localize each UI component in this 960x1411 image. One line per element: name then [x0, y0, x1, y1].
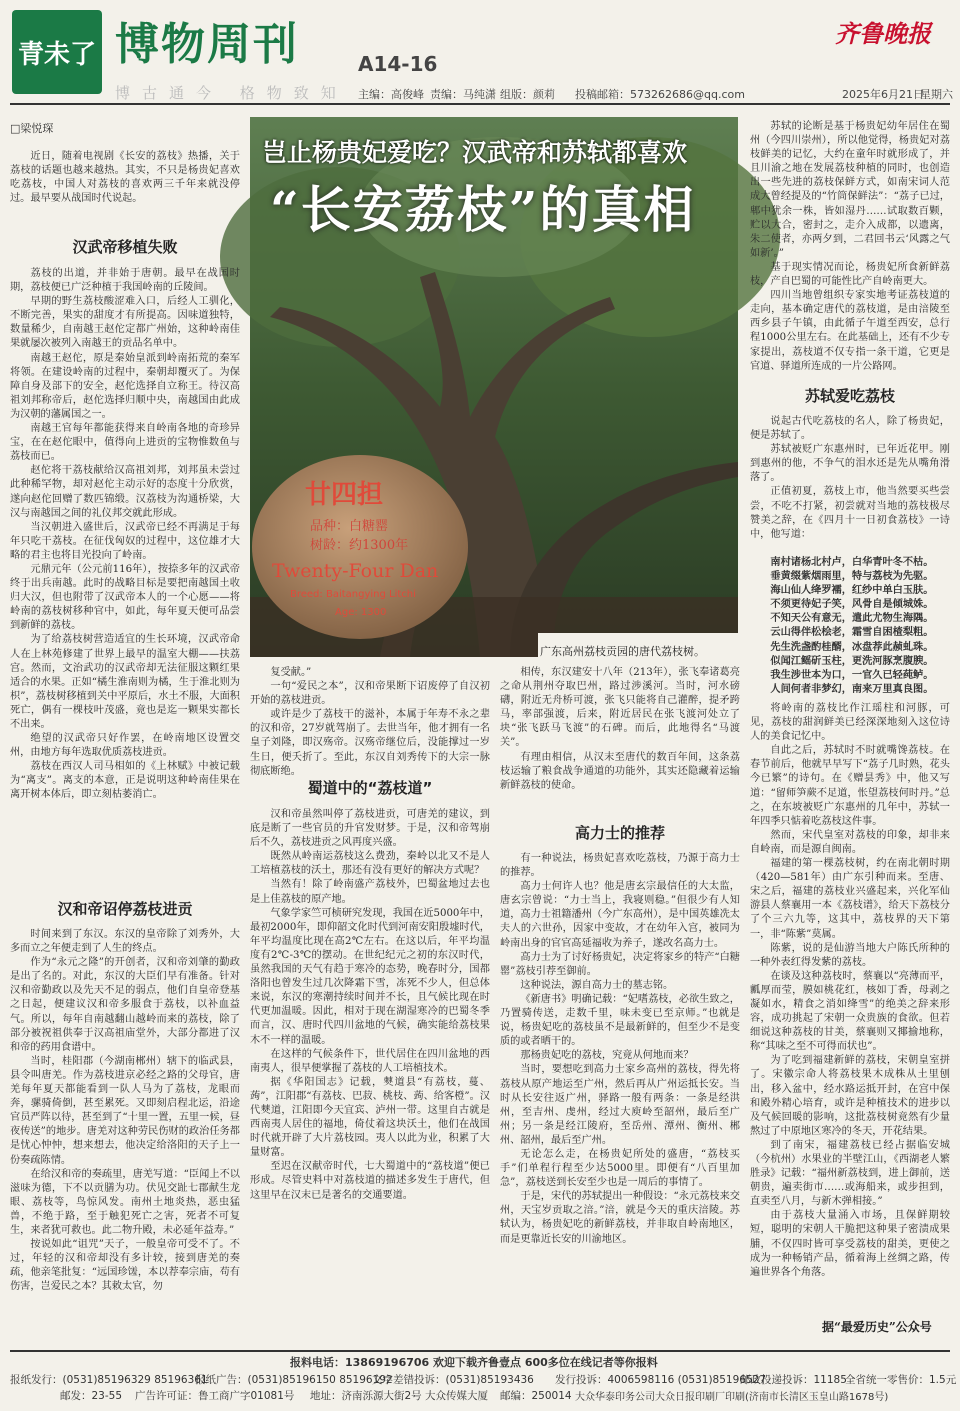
paragraph: 时间来到了东汉。东汉的皇帝除了刘秀外，大多而立之年便走到了人生的终点。 [10, 929, 240, 955]
footer-printer: 大众华泰印务公司大众日报印刷厂印刷(济南市长清区玉皇山路1678号) [575, 1392, 889, 1403]
paragraph: 正值初夏，荔枝上市，他当然要买些尝尝，不吃不打紧，初尝就对当地的荔枝极尽赞美之辞，在《四月十一日初食荔枝》一诗中，他写道： [750, 486, 950, 540]
subheading-sushi: 苏轼爱吃荔枝 [804, 387, 895, 405]
poem-line: 南村诸杨北村卢，白华青叶冬不枯。 [770, 556, 934, 568]
column-3-body [500, 852, 740, 1342]
column-1-body [10, 267, 240, 859]
paragraph: 为了吃到福建新鲜的荔枝，宋朝皇室拼了。宋徽宗命人将荔枝果木成株从土里刨出，移入盆中，经水路运抵开封，在宫中保和殿外精心培育，或许是种植技术的进步以及气候回暖的影响，这批荔枝树竟然有少量熬过了中原地区寒冷的冬天，开花结果。 [750, 1055, 950, 1137]
masthead-title: 博物周刊 [115, 19, 299, 70]
footer-error-complaint: 文字差错投诉：(0531)85193436 [372, 1374, 534, 1386]
paragraph: 既然从岭南运荔枝这么费劲，秦岭以北又不是人工培植荔枝的沃土，那还有没有更好的解决方式呢？ [250, 851, 490, 877]
masthead-slogan: 博古通今 格物致知 [115, 84, 348, 102]
subheading-wudi: 汉武帝移植失败 [72, 238, 178, 256]
column-1-body-2 [10, 928, 240, 1342]
paragraph: 当汉朝进入盛世后，汉武帝已经不再满足于每年只吃干荔枝。在征伐匈奴的过程中，这位雄才大略的君主也将目光投向了岭南。 [10, 521, 240, 561]
column-2-top [250, 666, 490, 777]
poem-line: 似闻江鳐斫玉柱，更洗河豚烹腹腴。 [770, 654, 934, 667]
photo-caption: 广东高州荔枝贡园的唐代荔枝树。 [540, 645, 705, 658]
column-4-top [750, 120, 950, 372]
newspaper-brand: 齐鲁晚报 [835, 19, 931, 48]
sign-age: Age: 1300 [335, 607, 387, 618]
paragraph: 气象学家竺可桢研究发现，我国在近5000年中，最初2000年，即仰韶文化时代到河南安阳殷墟时代，年平均温度比现在高2℃左右。在这以后，年平均温度有2℃-3℃的摆动。在世纪纪元之初的东汉时代，虽然我国的天气有趋于寒冷的态势，晚春时分，国都洛阳也曾发生过几次降霜下雪，冻死不少人，但总体来说，东汉的寒潮持续时间并不长，且气候比现在时代更加温暖。因此，相对于现在湖湿寒冷的巴蜀冬季而言，汉、唐时代四川盆地的气候，确实能给荔枝果木不一样的温暖。 [250, 907, 490, 1046]
paragraph: 绝望的汉武帝只好作罢，在岭南地区设置交州，由地方每年选取优质荔枝进贡。 [10, 733, 240, 759]
paragraph: 苏轼被贬广东惠州时，已年近花甲。刚到惠州的他，不争气的泪水还是先从嘴角滑落了。 [750, 444, 950, 484]
poem-line: 我生涉世本为口，一官久已轻莼鲈。 [770, 668, 934, 681]
paragraph: 或许是少了荔枝干的滋补，本属于年寿不永之辈的汉和帝，27岁就驾崩了。去世当年，他才拥有一名皇子刘隆，即汉殇帝。汉殇帝继位后，没能撑过一岁生日，便夭折了。至此，东汉自刘秀传下的大宗一脉彻底断绝。 [250, 709, 490, 777]
paragraph: 早期的野生荔枝酸涩难入口，后经人工驯化，不断完善，果实的甜度才有所提高。因味道独特，数量稀少，自南越王赵佗定都广州始，这种岭南佳果就屡次被列入南越王的贡品名单中。 [10, 296, 240, 350]
paragraph: 于是，宋代的苏轼提出一种假设：“永元荔枝来交州，天宝岁贡取之涪。”涪，就是今天的重庆涪陵。苏轼认为，杨贵妃吃的新鲜荔枝，并非取自岭南地区，而是更靠近长安的川渝地区。 [500, 1191, 740, 1245]
footer-postcode: 邮发：23-55 [60, 1390, 123, 1402]
poem-line: 海山仙人绛罗襦，红纱中单白玉肤。 [770, 584, 934, 597]
poem [750, 555, 950, 696]
paragraph: 在给汉和帝的奏疏里，唐羌写道：“臣闻上不以滋味为德，下不以贡膳为功。伏见交趾七郡献生龙眼、荔枝等，鸟惊风发。南州土地炎热，恶虫猛兽，不绝于路，至于触犯死亡之害，死者不可复生，来者犹可救也。此二物升殿，未必延年益寿。” [10, 1168, 240, 1236]
subheading-gaolishi: 高力士的推荐 [574, 824, 665, 842]
paragraph: 南越王官每年都能获得来自岭南各地的奇珍异宝，在在赵佗眼中，值得向上进贡的宝物惟数鱼与荔枝而已。 [10, 423, 240, 463]
paragraph: 在这样的气候条件下，世代居住在四川盆地的西南夷人，很早便掌握了荔枝的人工培植技术。 [250, 1048, 490, 1074]
page-number: A14-16 [358, 52, 438, 76]
paragraph: 按说如此“诅咒”天子，一般皇帝可受不了。不过，年轻的汉和帝却没有多计较，接到唐羌的奏疏，他亲笔批复：“远国珍馐，本以荐奉宗庙，苟有伤害，岂爱民之本？其敕太官，勿 [10, 1239, 240, 1293]
headline-main: “长安荔枝”的真相 [270, 180, 696, 239]
column-4-body-2 [750, 702, 950, 1314]
sign-english: Twenty-Four Dan [272, 560, 439, 582]
header-rule [10, 103, 950, 105]
paragraph: 作为“永元之隆”的开创者，汉和帝刘肇的勤政是出了名的。对此，东汉的大臣们早有准备。针对汉和帝勤政以及先天不足的弱点，他们自皇帝登基之日起，便建议汉和帝多服食于荔枝，以补血益气。所以，每年自南越翻山越岭而来的荔枝，除了部分被祝祖供奉于汉高祖庙堂外，大部分都进了汉和帝的药用食谱中。 [10, 957, 240, 1053]
paragraph: 那杨贵妃吃的荔枝，究竟从何地而来？ [520, 1050, 694, 1062]
source-credit: 据“最爱历史”公众号 [822, 1320, 932, 1334]
paragraph: 荔枝在西汉人司马相如的《上林赋》中被记载为“离支”。离支的本意，正是说明这种岭南佳果在离开树本体后，即立刻枯萎消亡。 [10, 761, 240, 801]
paragraph: 说起古代吃荔枝的名人，除了杨贵妃，便是苏轼了。 [750, 416, 950, 442]
paragraph: 《新唐书》明确记载：“妃嗜荔枝，必欲生致之，乃置骑传送，走数千里，味未变已至京师。”也就是说，杨贵妃吃的荔枝虽不是最新鲜的，但至少不是变质的或者晒干的。 [500, 993, 740, 1048]
column-4-body [750, 415, 950, 555]
paragraph: 到了南宋，福建荔枝已经占据临安城（今杭州）水果业的半壁江山，《西湖老人繁胜录》记载：“福州新荔枝到，进上御前，送朝贵，遍卖街市……或海船来，或步担到，直卖至八月，与新木弹相接。” [750, 1139, 950, 1208]
issue-date: 2025年6月21日 [842, 88, 924, 101]
footer [10, 1350, 957, 1406]
sign-line1: 品种：白糖罂 [310, 519, 389, 534]
paragraph: 有一种说法，杨贵妃喜欢吃荔枝，乃源于高力士的推荐。 [500, 853, 740, 879]
paragraph: 荔枝的出道，并非始于唐朝。最早在战国时期，荔枝便已广泛种植于我国岭南的丘陵间。 [10, 268, 240, 294]
paragraph: 汉和帝虽然叫停了荔枝进贡，可唐羌的建议，到底是断了一些官员的升官发财梦。于是，汉和帝驾崩后不久，荔枝进贡之风再度兴盛。 [250, 809, 490, 849]
intro-paragraph: 近日，随着电视剧《长安的荔枝》热播，关于荔枝的话题也越来越热。其实，不只是杨贵妃喜欢吃荔枝，中国人对荔枝的喜欢两三千年来就没停过。最早要从战国时代说起。 [10, 151, 240, 205]
paragraph: 自此之后，苏轼时不时就嘴馋荔枝。在春节前后，他就早早写下“荔子几时熟，花头今已繁”的诗句。在《赠昙秀》中，他又写道：“留师笋蕨不足道，怅望荔枝何时丹。”总之，在东坡被贬广东惠州的几年中，苏轼一年四季只惦着吃荔枝这件事。 [750, 745, 950, 827]
poem-line: 垂黄缀紫烟雨里，特与荔枝为先驱。 [770, 570, 934, 583]
column-2-body [250, 808, 490, 1342]
paragraph: 一句“爱民之本”，汉和帝果断下诏废停了自汉初开始的荔枝进贡。 [250, 681, 490, 707]
paragraph: 至迟在汉献帝时代，七大蜀道中的“荔枝道”便已形成。尽管史料中对荔枝道的描述多发生于唐代，但这里早在汉末已是著名的交通要道。 [250, 1161, 490, 1201]
footer-price: 全省统一零售价：1.5元 [845, 1374, 957, 1386]
paragraph: 复受献。” [270, 667, 312, 678]
layout-editor: 组版：颜莉 [500, 88, 555, 101]
duty-editor: 责编：马纯潇 [430, 88, 496, 101]
editor: 主编：高俊峰 [358, 88, 424, 101]
footer-service: 发行投诉：4006598116 (0531)85196527 [555, 1374, 766, 1386]
footer-postal: 邮政投递投诉：11185 [740, 1374, 847, 1386]
paragraph: 将岭南的荔枝比作江瑶柱和河豚，可见，荔枝的甜润鲜美已经深深地刻入这位诗人的美食记忆中。 [750, 703, 950, 743]
headline-kicker: 岂止杨贵妃爱吃？汉武帝和苏轼都喜欢 [262, 138, 688, 167]
paragraph: 相传，东汉建安十八年（213年），张飞奉诸葛亮之命从荆州夺取巴州，路过涉溪河。当时，河水磅礴，附近无舟桥可渡，张飞只能将自己灌醉，提矛跨马，率部强渡，后来，附近居民在张飞渡河处立了块“张飞跃马飞渡”的石碑。而后，此地得名“马渡关”。 [500, 667, 740, 749]
footer-hotline: 报料电话：13869196706 欢迎下载齐鲁壹点 600多位在线记者等你报料 [290, 1356, 658, 1369]
footer-issue-dept: 报纸发行：(0531)85196329 85196361 [10, 1374, 208, 1386]
paragraph: 苏轼的论断是基于杨贵妃幼年居住在蜀州（今四川崇州），所以他觉得，杨贵妃对荔枝鲜美的记忆，大约在童年时就形成了，并且川渝之地在发展荔枝种植的同时，也创造出一些先进的荔枝保鲜方式，如南宋词人范成大曾经提及的“竹筒保鲜法”：“荔子已过，郫中犹余一株，皆如湿丹……试取数百颗，贮以大合，密封之，走介入成都，以遗离，朱二使者，亦两夕到，二君回书云‘风露之气如新’。” [750, 121, 950, 259]
paragraph: 元鼎元年（公元前116年），按捺多年的汉武帝终于出兵南越。此时的战略目标是要把南越国土收归大汉，但也附带了汉武帝本人的一个心愿——将岭南的荔枝树移种官中，如此，每年夏天便可品尝到新鲜的荔枝。 [10, 563, 240, 632]
footer-zip: 邮编：250014 [500, 1390, 572, 1402]
footer-ad-license: 广告许可证：鲁工商广字01081号 [135, 1390, 295, 1402]
paragraph: 据《华阳国志》记载，僰道县“有荔枝，蔓、蒟”，江阳郡“有荔枝、巴菽、桃枝、蒟、给客橙”。汉代僰道，江阳即今天宜宾、泸州一带。这里自古就是西南夷人居住的福地，倚仗着这块沃土，他们在战国时代就开辟了大片荔枝园。夷人以此为业，积累了大量财富。 [250, 1076, 490, 1159]
footer-ad-dept: 报纸广告：(0531)85196150 85196192 [195, 1374, 393, 1386]
poem-line: 不知天公有意无，遣此尤物生海隅。 [770, 612, 934, 625]
paragraph: 当时，要想吃到高力士家乡高州的荔枝，得先将荔枝从原产地运至广州，然后再从广州运抵长安。当时从长安往返广州，驿路一般有两条：一条是经洪州，至吉州、虔州，经过大庾岭至韶州，最后至广州；另一条是经江陵府，至岳州、潭州、衡州、郴州、韶州，最后至广州。 [500, 1064, 740, 1146]
paragraph: 高力士为了讨好杨贵妃，决定将家乡的特产“白糖罂”荔枝引荐至御前。 [500, 951, 740, 977]
paragraph: 福建的第一棵荔枝树，约在南北朝时期（420—581年）由广东引种而来。至唐、宋之后，福建的荔枝业兴盛起来，兴化军仙游县人蔡襄用一本《荔枝谱》，给天下荔枝分了个三六九等，这其中，荔枝界的天下第一，非“陈紫”莫属。 [750, 858, 950, 940]
paragraph: 四川当地曾组织专家实地考证荔枝道的走向，基本确定唐代的荔枝道，是由涪陵至西乡县子午镇，由此循子午道至西安，总行程1000公里左右。在此基础上，还有不少专家提出，荔枝道不仅专指一条干道，它更是官道、驿道所连成的一片公路网。 [750, 290, 950, 372]
poem-line: 先生洗盏酌桂醑，冰盘荐此赪虬珠。 [770, 640, 934, 653]
sign-line2: 树龄：约1300年 [310, 538, 409, 553]
submission-email: 投稿邮箱：573262686@qq.com [575, 88, 745, 101]
column-1-intro [10, 150, 240, 227]
paragraph: 无论怎么走，在杨贵妃所处的盛唐，“荔枝买手”们单程行程至少达5000里。即便有“八百里加急”，荔枝送到长安至少也是一周后的事情了。 [500, 1148, 740, 1189]
sign-breed: Breed: Baitangying Litchi [290, 589, 416, 600]
poem-line: 云山得伴松桧老，霜雪自困楂梨粗。 [770, 626, 934, 639]
paragraph: 然而，宋代皇室对荔枝的印象，却非来自岭南，而是源自闽南。 [750, 829, 950, 855]
paragraph: 有理由相信，从汉末至唐代的数百年间，这条荔枝运输了粮食战争通道的功能外，其实还隐藏着运输新鲜荔枝的使命。 [500, 751, 740, 791]
paragraph: 当时，桂阳郡（今湖南郴州）辖下的临武县，县令叫唐羌。作为荔枝进京必经之路的父母官，唐羌每年夏天都能看到一队人马为了荔枝，龙眼而奔，骡骑倚倒，甚至累死。又即刻启程北运，沿途官员严阵以待，甚至到了“十里一置，五里一候，昼夜传送”的地步。唐羌对这种劳民伤财的政治任务都是忧心忡忡，想来想去，他决定给洛阳的天子上一份奏疏陈情。 [10, 1055, 240, 1166]
paragraph: 在谈及这种荔枝时，蔡襄以“亮薄而平，瓤厚而莹，膜如桃花红，核如丁香，母剥之凝如水，精食之消如绛雪”的绝美之辞来形容，成功挑起了宋朝一众贵族的食欲。但若细说这种荔枝的甘美，蔡襄则又揶揄地称，称“其味之至不可得而状也”。 [750, 970, 950, 1053]
paragraph: 当然有！除了岭南盛产荔枝外，巴蜀盆地过去也是上佳荔枝的原产地。 [250, 879, 490, 905]
subheading-shudao: 蜀道中的“荔枝道” [307, 779, 433, 797]
paragraph: 赵佗将干荔枝献给汉高祖刘邦，刘邦虽未尝过此种稀罕物，却对赵佗主动示好的态度十分欣赏，遂向赵佗回赠了数匹锦缎。汉荔枝为沟通桥梁，大汉与南越国之间的礼仪邦交就此形成。 [10, 465, 240, 519]
column-logo: 青未了 [12, 10, 102, 94]
paragraph: 南越王赵佗，原是秦始皇派到岭南拓荒的秦军将领。在建设岭南的过程中，秦朝却覆灭了。为保障自身及部下的安全，赵佗选择自立称王。待汉高祖刘邦称帝后，赵佗选择归顺中央，南越国由此成为汉朝的藩属国之一。 [10, 352, 240, 420]
paragraph: 陈紫，说的是仙游当地大户陈氏所种的一种外表红得发紫的荔枝。 [750, 942, 950, 968]
sign-title: 廿四担 [305, 480, 384, 510]
paragraph: 这种说法，源自高力士的墓志铭。 [520, 979, 674, 991]
paragraph: 为了给荔枝树营造适宜的生长环境，汉武帝命人在上林苑修建了世界上最早的温室大棚——扶荔宫。然而，文治武功的汉武帝却无法征服这颗红果适合的水果。正如“橘生淮南则为橘，生于淮北则为枳”，荔枝树移植到关中平原后，水土不服，大面积死亡，偶有一棵枝叶茂盛，竟也是迄一颗果实都长不出来。 [10, 634, 240, 730]
paragraph: 基于现实情况而论，杨贵妃所食新鲜荔枝，产自巴蜀的可能性比产自岭南更大。 [750, 261, 950, 288]
issue-weekday: 星期六 [920, 88, 953, 101]
poem-line: 人间何者非梦幻，南来万里真良图。 [770, 682, 934, 695]
paragraph: 由于荔枝大量涌入市场，且保鲜期较短，聪明的宋朝人干脆把这种果子密渍成果脯，不仅四时皆可享受荔枝的甜美，更使之成为一种畅销产品，循着海上丝绸之路，传遍世界各个角落。 [750, 1210, 950, 1278]
footer-address: 地址：济南泺源大街2号 大众传媒大厦 [310, 1390, 489, 1402]
column-3-top [500, 666, 740, 810]
poem-line: 不须更待妃子笑，风骨自是倾城姝。 [770, 598, 934, 611]
byline: □梁悦琛 [10, 122, 54, 135]
paragraph: 高力士何许人也？他是唐玄宗最信任的大太监，唐玄宗曾说：“力士当上，我寝则稳。”但很少有人知道，高力士祖籍潘州（今广东高州），是中国英雄冼太夫人的六世孙，因家中变故，才在幼年入宫，被同为岭南出身的官官高延福收为养子，遂改名高力士。 [500, 881, 740, 949]
subheading-hedi: 汉和帝诏停荔枝进贡 [57, 900, 193, 918]
